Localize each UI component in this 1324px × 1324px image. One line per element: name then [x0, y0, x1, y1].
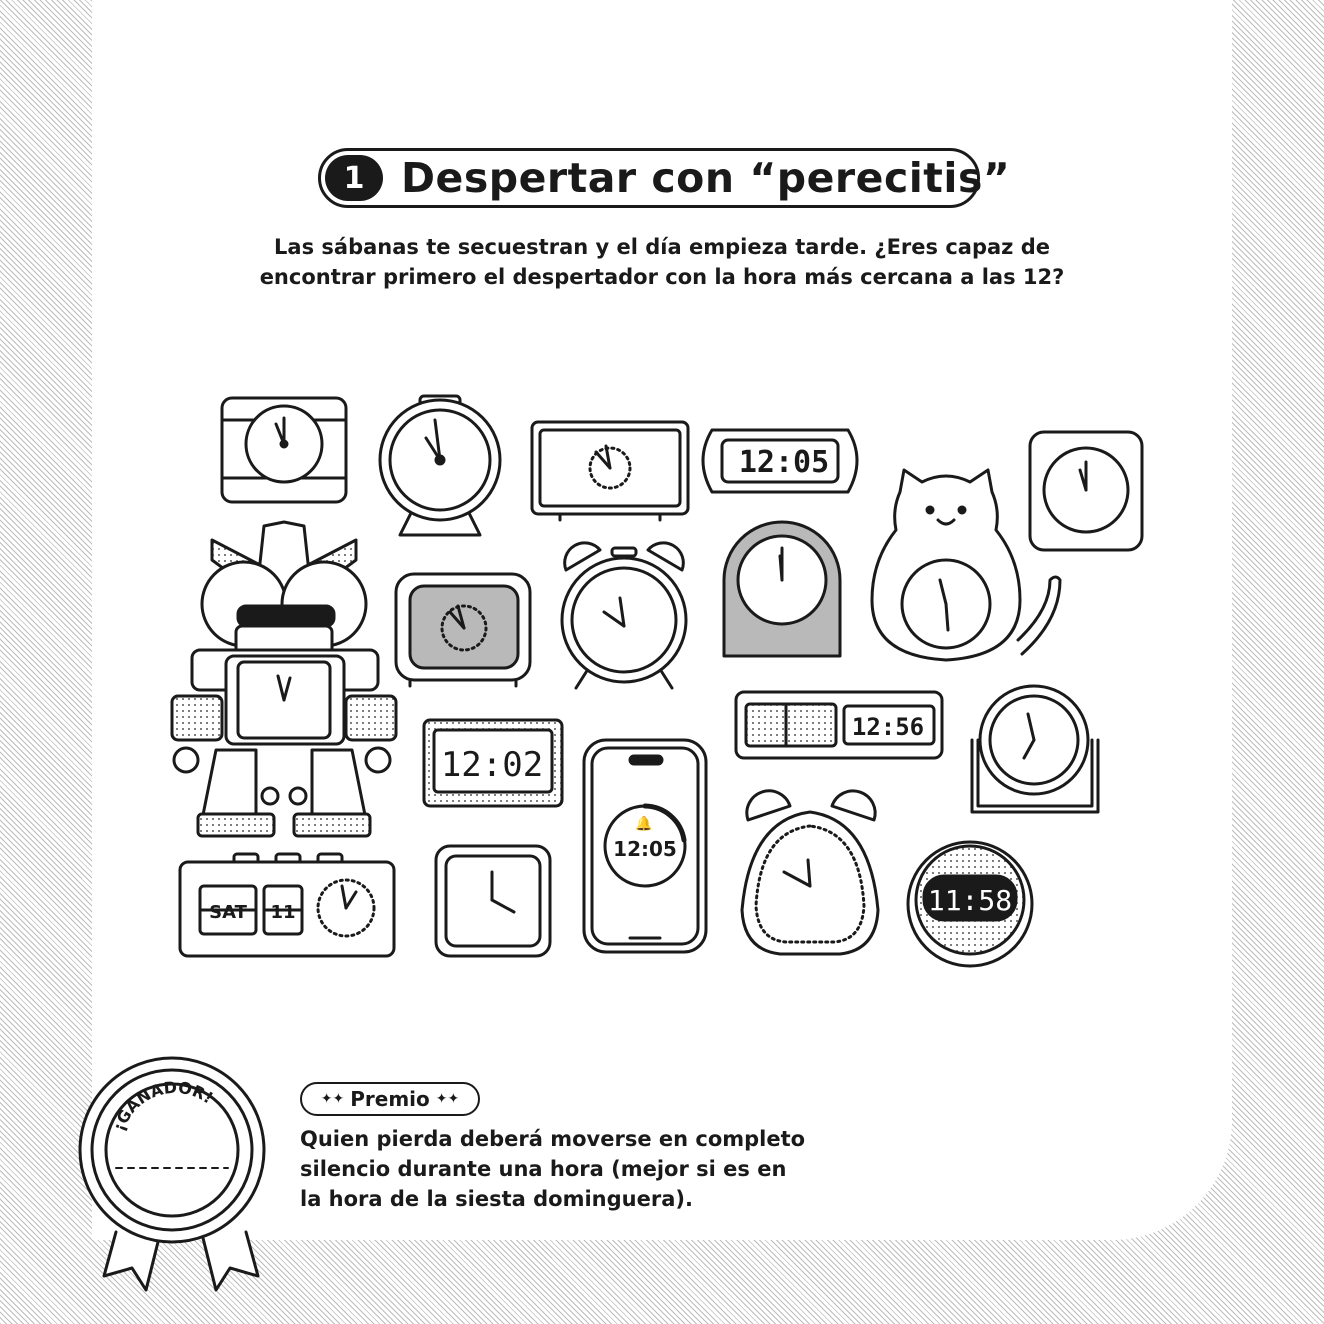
clock-arched-grey[interactable]: [724, 522, 840, 656]
calendar-date: 11: [270, 902, 296, 923]
clock-wide-rect[interactable]: [532, 422, 688, 520]
prize-label-pill: [300, 1082, 480, 1116]
intro-line-1: Las sábanas te secuestran y el día empieza tarde. ¿Eres capaz de: [274, 235, 1050, 259]
badge-text: ¡GANADOR!: [109, 1077, 217, 1134]
digital-time-mid: 12:02: [440, 745, 544, 785]
prize-description: [300, 1124, 860, 1214]
clock-ring-right[interactable]: [972, 686, 1098, 812]
sparkle-icon-right: ✦✦: [435, 1091, 460, 1107]
clock-small-square[interactable]: [1030, 432, 1142, 550]
sparkle-icon-left: ✦✦: [320, 1091, 345, 1107]
prize-line-2: silencio durante una hora (mejor si es en: [300, 1157, 787, 1181]
prize-line-3: la hora de la siesta dominguera).: [300, 1187, 693, 1211]
radio-time: 12:56: [851, 713, 925, 741]
clock-tv-grey[interactable]: [396, 574, 530, 686]
clock-robot[interactable]: [172, 522, 396, 836]
bell-icon: 🔔: [635, 816, 653, 832]
intro-line-2: encontrar primero el despertador con la hora más cercana a las 12?: [259, 265, 1065, 289]
page-title: Despertar con “perecitis”: [401, 154, 1011, 202]
title-number-badge: 1: [325, 155, 383, 201]
clock-twin-bell-alarm[interactable]: [562, 543, 686, 688]
clock-round-stand[interactable]: [380, 396, 500, 535]
clock-square-analog[interactable]: [222, 398, 346, 502]
clock-square-bottom[interactable]: [436, 846, 550, 956]
phone-time: 12:05: [613, 837, 677, 861]
prize-line-1: Quien pierda deberá moverse en completo: [300, 1127, 806, 1151]
round-digital-time: 11:58: [927, 884, 1013, 917]
clock-triangle-alarm[interactable]: [742, 791, 878, 954]
calendar-day: SAT: [209, 902, 247, 923]
digital-time-top: 12:05: [738, 445, 830, 480]
prize-label: Premio: [350, 1087, 430, 1111]
